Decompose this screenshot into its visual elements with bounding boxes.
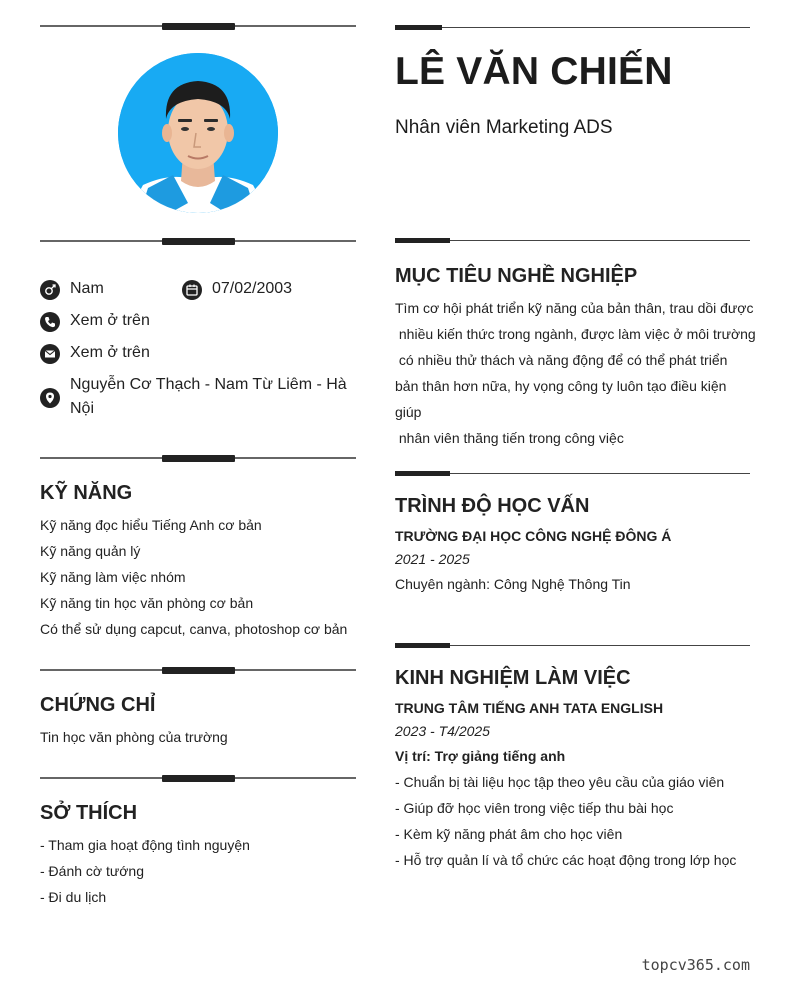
skill-item: Kỹ năng quản lý [40, 543, 141, 559]
objective-line: bản thân hơn nữa, hy vọng công ty luôn tạo điều kiện [395, 378, 727, 394]
divider-experience [395, 643, 750, 650]
contact-email [40, 344, 150, 364]
mail-icon [40, 344, 60, 364]
duty-item: - Hỗ trợ quản lí và tổ chức các hoạt động trong lớp học [395, 852, 737, 868]
experience-period: 2023 - T4/2025 [395, 723, 490, 739]
contact-address [40, 376, 347, 421]
contact-gender [40, 280, 104, 300]
certificate-item: Tin học văn phòng của trường [40, 729, 228, 745]
job-title: Nhân viên Marketing ADS [395, 117, 613, 138]
calendar-icon [182, 280, 202, 300]
duty-item: - Chuẩn bị tài liệu học tập theo yêu cầu của giáo viên [395, 774, 725, 790]
objective-line: giúp [395, 404, 422, 420]
divider-objective [395, 238, 750, 245]
contact-birthday [182, 280, 292, 300]
objective-line: nhân viên thăng tiến trong công việc [395, 430, 624, 446]
school-name: TRƯỜNG ĐẠI HỌC CÔNG NGHỆ ĐÔNG Á [395, 528, 672, 544]
duty-item: - Giúp đỡ học viên trong việc tiếp thu bài học [395, 800, 674, 816]
certificates-title: CHỨNG CHỈ [40, 694, 156, 716]
hobby-item: - Tham gia hoạt động tình nguyện [40, 837, 250, 853]
divider-top-right [395, 25, 750, 32]
avatar [118, 53, 278, 213]
divider-top-left [40, 23, 356, 30]
skill-item: Có thể sử dụng capcut, canva, photoshop cơ bản [40, 621, 348, 637]
duty-item: - Kèm kỹ năng phát âm cho học viên [395, 826, 623, 842]
education-period: 2021 - 2025 [395, 551, 470, 567]
email-text: Xem ở trên [70, 344, 150, 361]
objective-line: có nhiều thử thách và năng động để có thể phát triển [395, 352, 728, 368]
phone-text: Xem ở trên [70, 312, 150, 329]
location-icon [40, 388, 60, 408]
divider-info [40, 238, 356, 245]
objective-line: nhiều kiến thức trong ngành, được làm việc ở môi trường [395, 326, 756, 342]
avatar-portrait [118, 53, 278, 213]
hobby-item: - Đánh cờ tướng [40, 863, 144, 879]
hobby-item: - Đi du lịch [40, 889, 107, 905]
address-line-2: Nội [70, 400, 95, 417]
company-name: TRUNG TÂM TIẾNG ANH TATA ENGLISH [395, 700, 664, 716]
experience-title: KINH NGHIỆM LÀM VIỆC [395, 667, 631, 689]
skill-item: Kỹ năng làm việc nhóm [40, 569, 186, 585]
watermark: topcv365.com [641, 956, 750, 974]
objective-line: Tìm cơ hội phát triển kỹ năng của bản thân, trau dồi được [395, 300, 754, 316]
objective-title: MỤC TIÊU NGHỀ NGHIỆP [395, 265, 638, 287]
candidate-name: LÊ VĂN CHIẾN [395, 50, 673, 93]
education-major: Chuyên ngành: Công Nghệ Thông Tin [395, 576, 631, 592]
skill-item: Kỹ năng đọc hiểu Tiếng Anh cơ bản [40, 517, 262, 533]
education-title: TRÌNH ĐỘ HỌC VẤN [395, 495, 590, 517]
phone-icon [40, 312, 60, 332]
skill-item: Kỹ năng tin học văn phòng cơ bản [40, 595, 254, 611]
experience-role: Vị trí: Trợ giảng tiếng anh [395, 748, 566, 764]
skills-title: KỸ NĂNG [40, 482, 133, 504]
divider-hobbies [40, 775, 356, 782]
hobbies-title: SỞ THÍCH [40, 802, 138, 824]
birthday-text: 07/02/2003 [212, 280, 293, 297]
gender-icon [40, 280, 60, 300]
contact-phone [40, 312, 150, 332]
divider-certificates [40, 667, 356, 674]
divider-education [395, 471, 750, 478]
gender-text: Nam [70, 280, 104, 297]
objective-text [395, 295, 756, 451]
divider-skills [40, 455, 356, 462]
address-line-1: Nguyễn Cơ Thạch - Nam Từ Liêm - Hà [70, 376, 347, 393]
